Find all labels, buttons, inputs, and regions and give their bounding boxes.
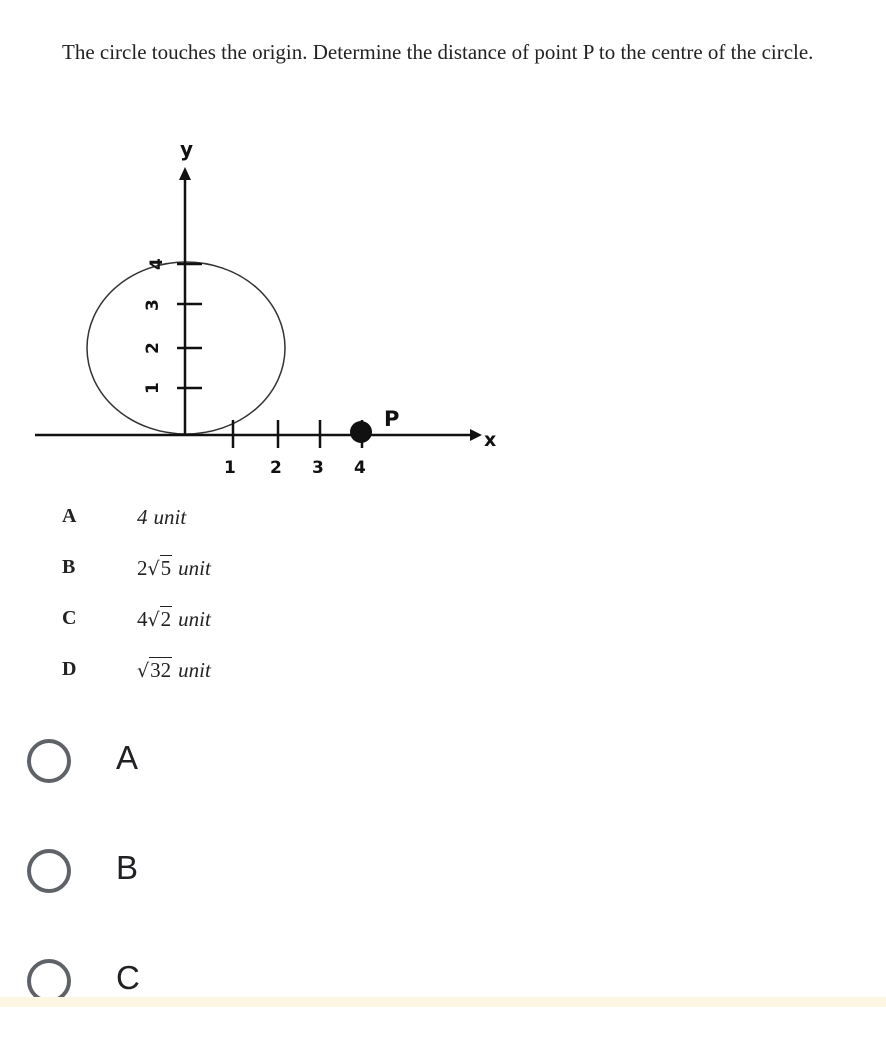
- choice-letter: C: [62, 607, 77, 629]
- choice-row-d: [62, 653, 362, 704]
- choice-value: [137, 556, 211, 581]
- x-tick-label-3: 3: [312, 458, 324, 478]
- choice-radicand: 5: [160, 556, 172, 580]
- choice-unit: unit: [178, 556, 211, 580]
- y-axis-arrow: [179, 167, 191, 180]
- choice-radicand: 2: [160, 607, 172, 631]
- sqrt-symbol: √: [147, 609, 160, 631]
- choice-value: [137, 658, 211, 683]
- choice-row-c: [62, 602, 362, 653]
- choice-coef: 2: [137, 556, 148, 580]
- x-tick-label-2: 2: [270, 458, 282, 478]
- point-p: [350, 421, 372, 443]
- option-label[interactable]: C: [116, 959, 140, 996]
- y-tick-label-3: 3: [143, 299, 163, 311]
- answer-options: [0, 730, 886, 1060]
- y-tick-label-4: 4: [147, 258, 167, 270]
- choice-row-a: [62, 500, 362, 551]
- x-axis-arrow: [470, 429, 482, 441]
- option-a[interactable]: [0, 730, 400, 840]
- choice-unit: unit: [153, 505, 187, 529]
- x-axis-label: x: [484, 429, 497, 451]
- choice-radicand: 32: [150, 658, 172, 682]
- point-p-label: P: [384, 407, 400, 431]
- y-tick-label-2: 2: [143, 342, 163, 354]
- coordinate-diagram: [0, 130, 520, 490]
- sqrt-symbol: √: [137, 660, 150, 682]
- y-axis-label: y: [180, 137, 194, 161]
- sqrt-symbol: √: [147, 558, 160, 580]
- choice-unit: unit: [178, 607, 211, 631]
- choice-coef: 4: [137, 607, 148, 631]
- radio-button-a[interactable]: [27, 739, 71, 783]
- choice-value: [137, 607, 211, 632]
- y-tick-label-1: 1: [143, 382, 163, 394]
- x-tick-label-1: 1: [224, 458, 236, 478]
- radio-button-b[interactable]: [27, 849, 71, 893]
- option-b[interactable]: [0, 840, 400, 950]
- choice-letter: A: [62, 505, 77, 527]
- choice-coef: 4: [137, 505, 148, 529]
- option-label[interactable]: B: [116, 849, 139, 886]
- bottom-bar: [0, 997, 886, 1007]
- answer-choices: [62, 500, 362, 704]
- choice-letter: D: [62, 658, 77, 680]
- option-label[interactable]: A: [116, 739, 139, 776]
- question-text: The circle touches the origin. Determine the distance of point P to the centre of the circle.: [62, 40, 814, 64]
- choice-unit: unit: [178, 658, 211, 682]
- choice-row-b: [62, 551, 362, 602]
- choice-value: [137, 505, 186, 530]
- choice-letter: B: [62, 556, 76, 578]
- x-tick-label-4: 4: [354, 458, 366, 478]
